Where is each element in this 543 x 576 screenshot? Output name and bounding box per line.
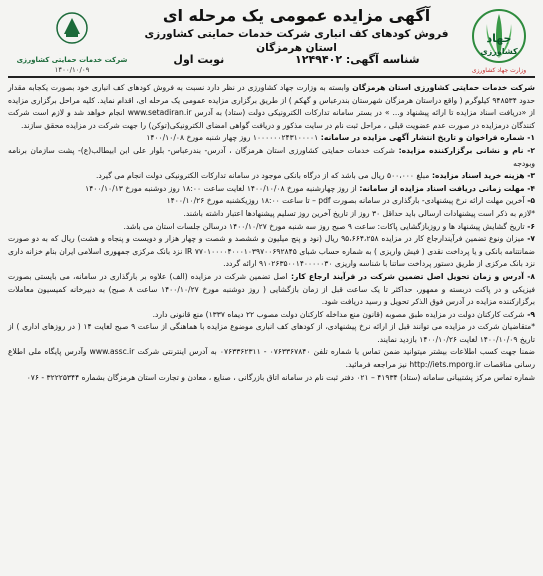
ministry-logo-line1: جهاد bbox=[486, 32, 512, 45]
notice-header bbox=[8, 4, 535, 78]
ministry-logo bbox=[465, 6, 533, 74]
item-7: ۷- میزان ونوع تضمین فرآیندارجاع کار در مزایده ۹۵،۶۶۴،۲۵۸ ریال (نود و پنج میلیون و ششصد و شصت و چهار هزار و دویست و پنجاه و هشت) ریال که به دو صورت ضمانتنامه بانکی و یا پرداخت نقدی ( فیش واریزی ) به شماره حساب شبای IR ۷۷۰۱۰۰۰۰۴۰۰۰۱۰۳۹۷۰۰۶۹۲۸۴۵ نزد بانک مرکزی جمهوری اسلامی ایران بنام خزانه داری نزد بانک مرکزی از طریق دستور پرداخت ساتنا با شناسه واریزی ۹۱۰۲۶۳۵۰۰۱۴۰۰۰۰۰۳۰ ارائه گردد. bbox=[8, 234, 536, 269]
ministry-logo-line2: کشاورزی bbox=[480, 47, 518, 56]
item-support: شماره تماس مرکز پشتیبانی سامانه (ستاد) ۴۱۹۳۴ – ۰۲۱ دفتر ثبت نام در سامانه اتاق بازرگانی ، صنایع ، معادن و تجارت استان هرمزگان بشماره ۳۲۲۲۵۳۴۴ - ۰۷۶ bbox=[26, 372, 535, 382]
item-9: ۹- شرکت کارکنان دولت در مزایده طبق مصوبه (قانون منع مداخله کارکنان دولت مصوب ۲۲ دیماه ۱۳۳۷) منع قانونی دارد. bbox=[152, 309, 535, 319]
notice-body bbox=[8, 82, 535, 384]
item-5-note: *لازم به ذکر است پیشنهادات ارسالی باید حداقل ۳۰ روز از تاریخ آخرین روز تسلیم پیشنهادها اعتبار داشته باشند. bbox=[183, 208, 535, 218]
notice-subtitle: فروش کودهای کف انباری شرکت خدمات حمایتی کشاورزی استان هرمزگان bbox=[144, 28, 449, 54]
notice-id bbox=[295, 53, 420, 66]
round-label: نوبت اول bbox=[173, 52, 225, 66]
item-5: ۵- آخرین مهلت ارائه نرخ پیشنهادی- بارگذاری در سامانه بصورت pdf – تا ساعت ۱۸:۰۰ روزیکشنبه مورخ ۱۴۰۰/۱۰/۲۶ bbox=[166, 196, 535, 206]
intro-text: وابسته به وزارت جهاد کشاورزی در نظر دارد نسبت به فروش کودهای کف انباری خود بصورت یکجابه مقدار حدود ۹۴۸۵۳۴ کیلوگرم ( واقع دراستان هرمزگان شهرستان بندرعباس و گهکم ) از طریق برگزاری مزایده عمومی یک مرحله ای، اقدام نماید. کلیه مراحل برگزاری مزایده از «دریافت اسناد مزایده تا ارائه پیشنهاد و... » در بستر سامانه تدارکات الکترونیکی دولت (ستاد) به آدرس www.setadiran.ir انجام خواهد شد و لازم است شرکت کنندگان درمزایده در صورت عدم عضویت قبلی ، مراحل ثبت نام در سایت مذکور و دریافت گواهی امضای الکترونیکی(توکن) را جهت شرکت در مزایده محقق سازند. bbox=[8, 83, 535, 130]
intro-org: شرکت خدمات حمایتی کشاورزی استان هرمزگان bbox=[352, 83, 535, 92]
intro-paragraph bbox=[8, 82, 535, 132]
item-contact: ضمنا جهت کسب اطلاعات بیشتر میتوانید ضمن تماس با شماره تلفن ۰۷۶۳۳۶۷۸۴۰ - ۰۷۶۳۳۶۲۳۱۱ به آدرس اینترنتی شرکت www.assc.ir وآدرس پایگاه ملی اطلاع رسانی مناقصات http://iets.mporg.ir نیز مراجعه فرمائید. bbox=[8, 347, 535, 370]
item-8: ۸- آدرس و زمان تحویل اصل تضمین شرکت در فرآیند ارجاع کار: اصل تضمین شرکت در مزایده (الف) علاوه بر بارگذاری در سامانه، می بایستی بصورت فیزیکی و در پاکت دربسته و ممهور، حداکثر تا یک ساعت قبل از زمان بازگشایی ( روز دوشنبه مورخ ۱۴۰۰/۱۰/۲۷ ساعت ۸ صبح) به دبیرخانه کمیسیون معاملات برگزارکننده مزایده در آدرس فوق الذکر تحویل و رسید دریافت شود. bbox=[8, 271, 535, 307]
company-logo bbox=[12, 10, 132, 74]
notice-meta bbox=[138, 48, 455, 70]
item-3: ۳- هزینه خرید اسناد مزایده: مبلغ ۵۰۰،۰۰۰ ریال می باشد که از درگاه بانکی موجود در سامانه تدارکات الکترونیکی دولت انجام می گیرد. bbox=[95, 171, 535, 181]
company-name: شرکت خدمات حمایتی کشاورزی bbox=[16, 56, 128, 64]
item-6: ۶- تاریخ گشایش پیشنهاد ها و روزبازگشایی پاکات: ساعت ۹ صبح روز سه شنبه مورخ ۱۴۰۰/۱۰/۲۷ درسالن جلسات استان می باشد. bbox=[123, 221, 535, 231]
item-2: ۲- نام و نشانی برگزارکننده مزایده: شرکت خدمات حمایتی کشاورزی استان هرمزگان ، آدرس- بندرعباس- بلوار علی ابن ابیطالب(ع)- پشت سازمان برنامه وبودجه bbox=[8, 145, 535, 168]
notice-id-number: ۱۲۴۹۴۰۲ bbox=[295, 52, 343, 66]
item-4: ۴- مهلت زمانی دریافت اسناد مزایده از سامانه: از روز چهارشنبه مورخ ۱۴۰۰/۱۰/۰۸ لغایت ساعت ۱۸:۰۰ روز دوشنبه مورخ ۱۴۰۰/۱۰/۱۳ bbox=[85, 183, 535, 193]
ministry-name: وزارت جهاد کشاورزی bbox=[471, 67, 527, 74]
wheat-emblem-icon bbox=[465, 6, 533, 74]
item-1: ۱- شماره فراخوان و تاریخ انتشار آگهی مزایده در سامانه: ۱۰۰۰۰۰۰۲۴۳۱۰۰۰۰۱ روز چهار شنبه مورخ ۱۴۰۰/۱۰/۰۸ bbox=[146, 133, 535, 143]
company-emblem-icon bbox=[12, 10, 132, 50]
notice-title: آگهی مزایده عمومی یک مرحله ای bbox=[162, 6, 431, 25]
notice-id-label: شناسه آگهی: bbox=[345, 52, 420, 66]
item-visit-note: *متقاضیان شرکت در مزایده می توانند قبل از ارائه نرخ پیشنهادی، از کودهای کف انباری موضوع مزایده با هماهنگی از ساعت ۹ صبح لغایت ۱۴ ( در روزهای اداری ) از تاریخ ۱۴۰۰/۱۰/۰۹ لغایت ۱۴۰۰/۱۰/۲۶ بازدید نمایند. bbox=[8, 322, 535, 344]
notice-date: ۱۴۰۰/۱۰/۰۹ bbox=[54, 66, 90, 74]
